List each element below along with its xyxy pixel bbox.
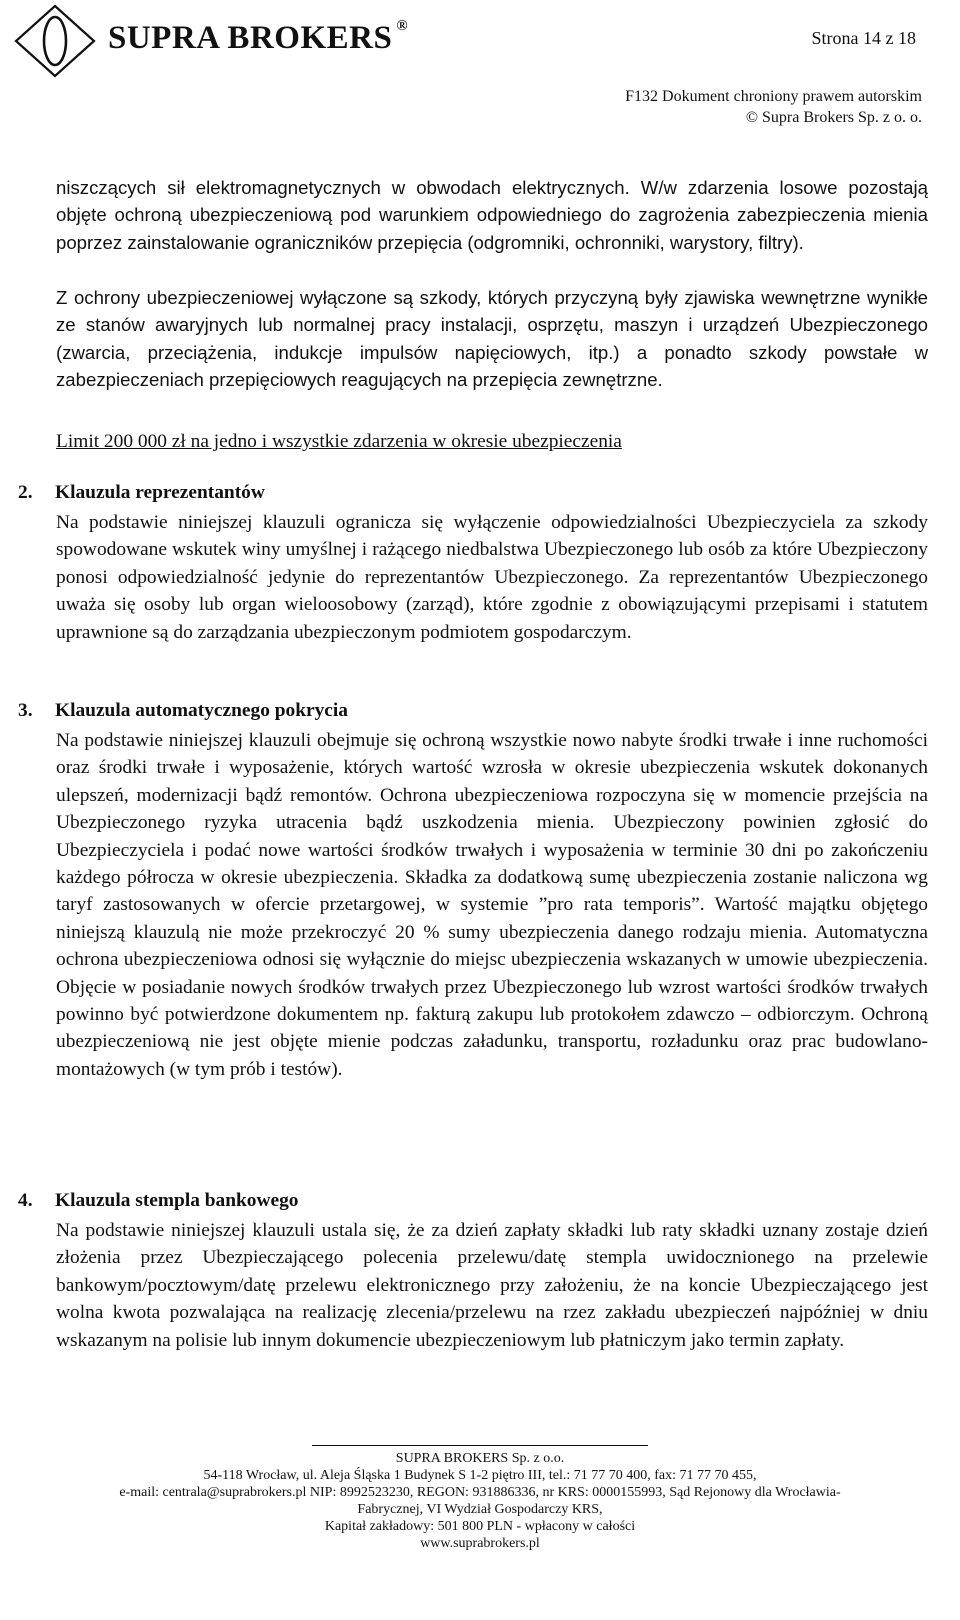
section-number: 3. [18, 700, 33, 721]
page-footer [0, 1450, 960, 1552]
copyright-owner: © Supra Brokers Sp. z o. o. [745, 109, 922, 126]
section-heading-representatives [18, 482, 265, 504]
section-heading-automatic-coverage [18, 700, 348, 722]
copyright-notice: F132 Dokument chroniony prawem autorskim [625, 88, 922, 105]
footer-capital: Kapitał zakładowy: 501 800 PLN - wpłacony w całości [324, 1519, 636, 1534]
logo-icon [14, 4, 96, 78]
section-body-bank-stamp: Na podstawie niniejszej klauzuli ustala się, że za dzień zapłaty składki lub raty składki uznany zostaje dzień złożenia przez Ubezpieczającego polecenia przelewu/datę stempla uwidocznionego na przelewie bankowym/pocztowym/datę przelewu elektronicznego przy założeniu, że na koncie Ubezpieczającego jest wolna kwota pozwalająca na realizację zlecenia/przelewu na rzez zakładu ubezpieczeń najpóźniej w dniu wskazanym na polisie lub innym dokumencie ubezpieczeniowym lub płatniczym jako termin zapłaty. [56, 1220, 928, 1351]
section-body-automatic-coverage: Na podstawie niniejszej klauzuli obejmuje się ochroną wszystkie nowo nabyte środki trwałe i inne ruchomości oraz środki trwałe i wyposażenie, których wartość wzrosła w okresie ubezpieczenia wskutek dokonanych ulepszeń, modernizacji bądź remontów. Ochrona ubezpieczeniowa rozpoczyna się w momencie przejścia na Ubezpieczonego ryzyka utracenia bądź uszkodzenia mienia. Ubezpieczony powinien zgłosić do Ubezpieczyciela i podać nowe wartości środków trwałych i wyposażenia w terminie 30 dni po zakończeniu każdego półrocza w okresie ubezpieczenia. Składka za dodatkową sumę ubezpieczenia zostanie naliczona wg taryf zastosowanych w ofercie przetargowej, w systemie ”pro rata temporis”. Wartość majątku objętego niniejszą klauzulą nie może przekroczyć 20 % sumy ubezpieczenia danego rodzaju mienia. Automatyczna ochrona ubezpieczeniowa odnosi się wyłącznie do miejsc ubezpieczenia wskazanych w umowie ubezpieczenia. Objęcie w posiadanie nowych środków trwałych przez Ubezpieczonego lub wzrost wartości środków trwałych powinno być potwierdzone dokumentem np. fakturą zakupu lub protokołem zdawczo – odbiorczym. Ochroną ubezpieczeniową nie jest objęte mienie podczas załadunku, transportu, rozładunku oraz prac budowlano-montażowych (w tym prób i testów). [56, 730, 928, 1080]
section-title: Klauzula automatycznego pokrycia [55, 700, 348, 721]
footer-address: 54-118 Wrocław, ul. Aleja Śląska 1 Budynek S 1-2 piętro III, tel.: 71 77 70 400, fax: 71 77 70 455, [203, 1468, 757, 1483]
section-title: Klauzula reprezentantów [55, 482, 265, 503]
registered-mark: ® [396, 18, 409, 34]
section-number: 4. [18, 1190, 33, 1211]
footer-divider [312, 1445, 648, 1446]
footer-website: www.suprabrokers.pl [420, 1536, 540, 1551]
footer-registry-line-1: e-mail: centrala@suprabrokers.pl NIP: 8992523230, REGON: 931886336, nr KRS: 0000155993, Sąd Rejonowy dla Wrocławia- [119, 1485, 841, 1500]
section-number: 2. [18, 482, 33, 503]
section-body-representatives: Na podstawie niniejszej klauzuli ogranicza się wyłączenie odpowiedzialności Ubezpieczyciela za szkody spowodowane wskutek winy umyślnej i rażącego niedbalstwa Ubezpieczonego lub osób za które Ubezpieczony ponosi odpowiedzialność jedynie do reprezentantów Ubezpieczonego. Za reprezentantów Ubezpieczonego uważa się osoby lub organ wieloosobowy (zarząd), które zgodnie z obowiązującymi przepisami i statutem uprawnione są do zarządzania ubezpieczonym podmiotem gospodarczym. [56, 512, 928, 643]
footer-registry-line-2: Fabrycznej, VI Wydział Gospodarczy KRS, [357, 1502, 603, 1517]
paragraph-continuation: niszczących sił elektromagnetycznych w obwodach elektrycznych. W/w zdarzenia losowe pozostają objęte ochroną ubezpieczeniową pod warunkiem odpowiedniego do zagrożenia zabezpieczenia mienia poprzez zainstalowanie ograniczników przepięcia (odgromniki, ochronniki, warystory, filtry). [56, 177, 928, 253]
footer-company: SUPRA BROKERS Sp. z o.o. [395, 1451, 565, 1466]
page-number: Strona 14 z 18 [811, 28, 916, 48]
paragraph-exclusions: Z ochrony ubezpieczeniowej wyłączone są szkody, których przyczyną były zjawiska wewnętrzne wynikłe ze stanów awaryjnych lub normalnej pracy instalacji, osprzętu, maszyn i urządzeń Ubezpieczonego (zwarcia, przeciążenia, indukcje impulsów napięciowych, itp.) a ponadto szkody powstałe w zabezpieczeniach przepięciowych reagujących na przepięcia zewnętrzne. [56, 287, 928, 391]
section-title: Klauzula stempla bankowego [55, 1190, 299, 1211]
section-heading-bank-stamp [18, 1190, 299, 1212]
company-logo-text: SUPRA BROKERS ® [108, 18, 409, 56]
limit-line: Limit 200 000 zł na jedno i wszystkie zdarzenia w okresie ubezpieczenia [56, 431, 622, 452]
